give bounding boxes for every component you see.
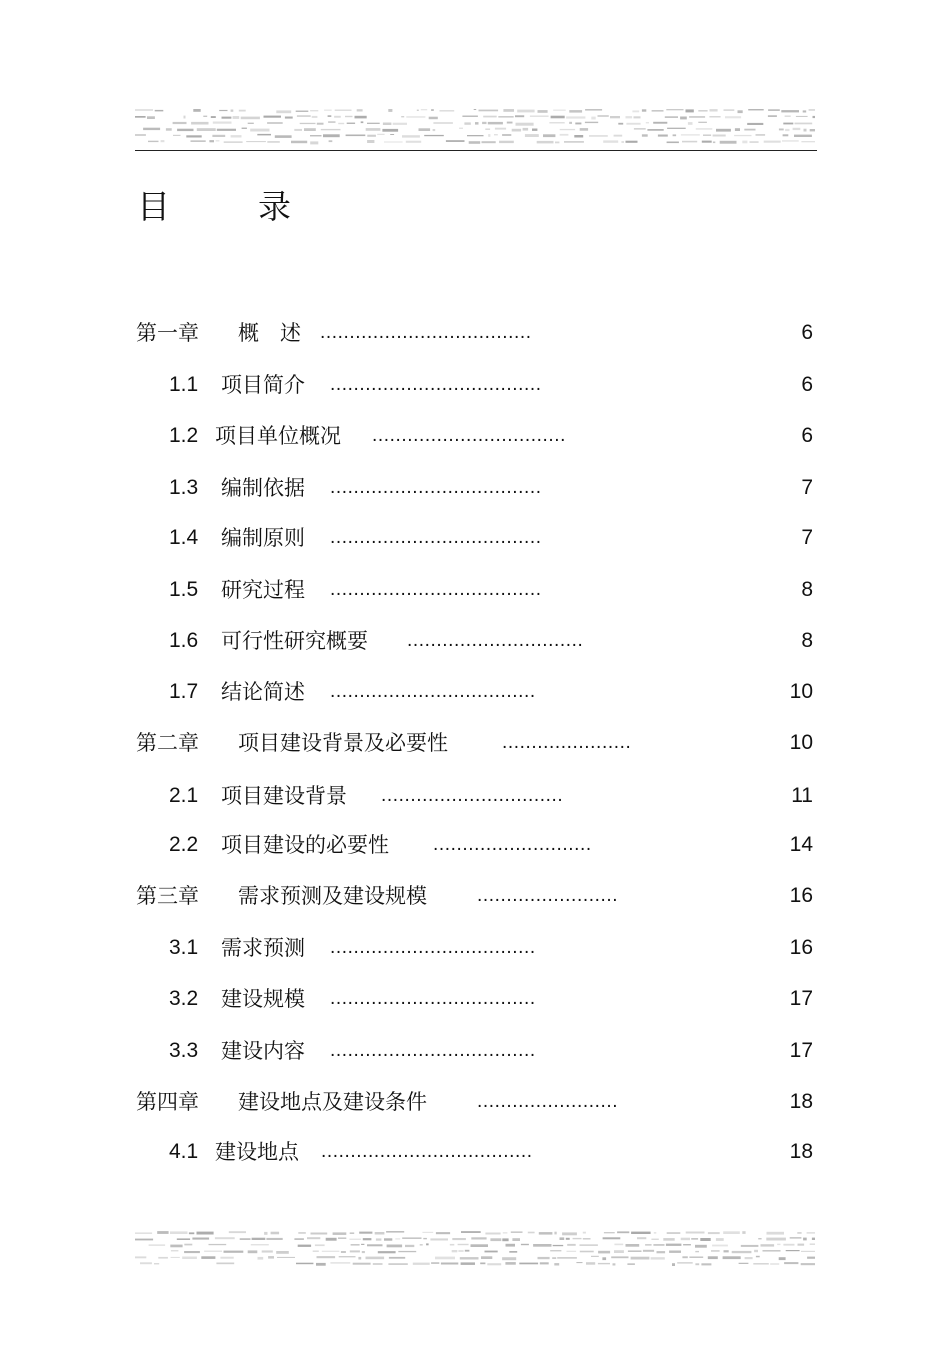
toc-page-number: 10	[789, 680, 813, 703]
toc-entry-title: 需求预测	[221, 936, 305, 960]
watermark-texture	[135, 1228, 815, 1266]
toc-leader-dots: ..............................	[407, 630, 584, 651]
toc-page-number: 6	[801, 373, 813, 396]
toc-leader-dots: .................................	[372, 425, 567, 446]
toc-entry-title: 项目简介	[221, 373, 305, 397]
toc-page-number: 7	[801, 476, 813, 499]
toc-row	[0, 779, 950, 813]
toc-chapter-label: 第二章	[136, 731, 199, 755]
footer-watermark-band	[135, 1228, 815, 1266]
toc-entry-title: 研究过程	[221, 578, 305, 602]
toc-entry-title: 项目建设的必要性	[221, 833, 389, 857]
toc-page-number: 6	[801, 424, 813, 447]
toc-row	[0, 1085, 950, 1119]
toc-section-number: 3.1	[169, 936, 199, 959]
toc-page-number: 16	[789, 884, 813, 907]
toc-row	[0, 982, 950, 1016]
toc-entry-title: 建设内容	[221, 1039, 305, 1063]
toc-chapter-label: 第四章	[136, 1090, 199, 1114]
toc-leader-dots: ...................................	[330, 1040, 536, 1061]
toc-page-number: 6	[801, 321, 813, 344]
toc-row	[0, 368, 950, 402]
toc-leader-dots: ...............................	[381, 785, 564, 806]
toc-row	[0, 521, 950, 555]
toc-leader-dots: ....................................	[330, 527, 542, 548]
toc-leader-dots: ....................................	[330, 579, 542, 600]
toc-page-number: 18	[789, 1090, 813, 1113]
toc-leader-dots: ....................................	[330, 374, 542, 395]
toc-section-number: 3.3	[169, 1039, 199, 1062]
toc-row	[0, 1034, 950, 1068]
toc-leader-dots: ....................................	[330, 477, 542, 498]
toc-leader-dots: ...................................	[330, 681, 536, 702]
toc-chapter-label: 第三章	[136, 884, 199, 908]
toc-leader-dots: ........................	[477, 885, 619, 906]
toc-entry-title: 项目建设背景	[221, 784, 347, 808]
toc-leader-dots: ...................................	[330, 988, 536, 1009]
toc-section-number: 1.3	[169, 476, 199, 499]
toc-section-number: 3.2	[169, 987, 199, 1010]
toc-entry-title: 概 述	[238, 321, 301, 345]
toc-page-number: 8	[801, 629, 813, 652]
toc-row	[0, 316, 950, 350]
toc-page-number: 18	[789, 1140, 813, 1163]
toc-leader-dots: ....................................	[321, 1141, 533, 1162]
toc-section-number: 2.2	[169, 833, 199, 856]
toc-section-number: 1.6	[169, 629, 199, 652]
title-char-1: 目	[137, 187, 170, 226]
toc-row	[0, 675, 950, 709]
toc-entry-title: 建设地点及建设条件	[238, 1090, 427, 1114]
toc-entry-title: 编制依据	[221, 476, 305, 500]
toc-row	[0, 573, 950, 607]
toc-leader-dots: ...........................	[433, 834, 592, 855]
toc-entry-title: 编制原则	[221, 526, 305, 550]
toc-row	[0, 726, 950, 760]
toc-leader-dots: ....................................	[320, 322, 532, 343]
toc-row	[0, 419, 950, 453]
toc-page-number: 16	[789, 936, 813, 959]
toc-entry-title: 项目建设背景及必要性	[238, 731, 448, 755]
toc-entry-title: 结论简述	[221, 680, 305, 704]
toc-row	[0, 931, 950, 965]
toc-row	[0, 1135, 950, 1169]
toc-chapter-label: 第一章	[136, 321, 199, 345]
toc-leader-dots: ........................	[477, 1091, 619, 1112]
toc-page-number: 17	[789, 987, 813, 1010]
toc-page-number: 7	[801, 526, 813, 549]
toc-section-number: 2.1	[169, 784, 199, 807]
toc-row	[0, 879, 950, 913]
toc-leader-dots: ...................................	[330, 937, 536, 958]
toc-section-number: 1.1	[169, 373, 199, 396]
toc-leader-dots: ......................	[502, 732, 632, 753]
toc-entry-title: 建设地点	[215, 1140, 299, 1164]
toc-section-number: 1.4	[169, 526, 199, 549]
toc-row	[0, 471, 950, 505]
toc-page-number: 10	[789, 731, 813, 754]
toc-entry-title: 项目单位概况	[215, 424, 341, 448]
toc-row	[0, 624, 950, 658]
toc-section-number: 1.7	[169, 680, 199, 703]
toc-row	[0, 828, 950, 862]
title-char-2: 录	[258, 187, 291, 226]
toc-page-number: 17	[789, 1039, 813, 1062]
toc-entry-title: 建设规模	[221, 987, 305, 1011]
toc-section-number: 1.5	[169, 578, 199, 601]
toc-page-number: 14	[789, 833, 813, 856]
toc-section-number: 4.1	[169, 1140, 199, 1163]
toc-page-number: 11	[791, 784, 813, 807]
toc-section-number: 1.2	[169, 424, 199, 447]
toc-entry-title: 可行性研究概要	[221, 629, 368, 653]
toc-entry-title: 需求预测及建设规模	[238, 884, 427, 908]
toc-page-number: 8	[801, 578, 813, 601]
